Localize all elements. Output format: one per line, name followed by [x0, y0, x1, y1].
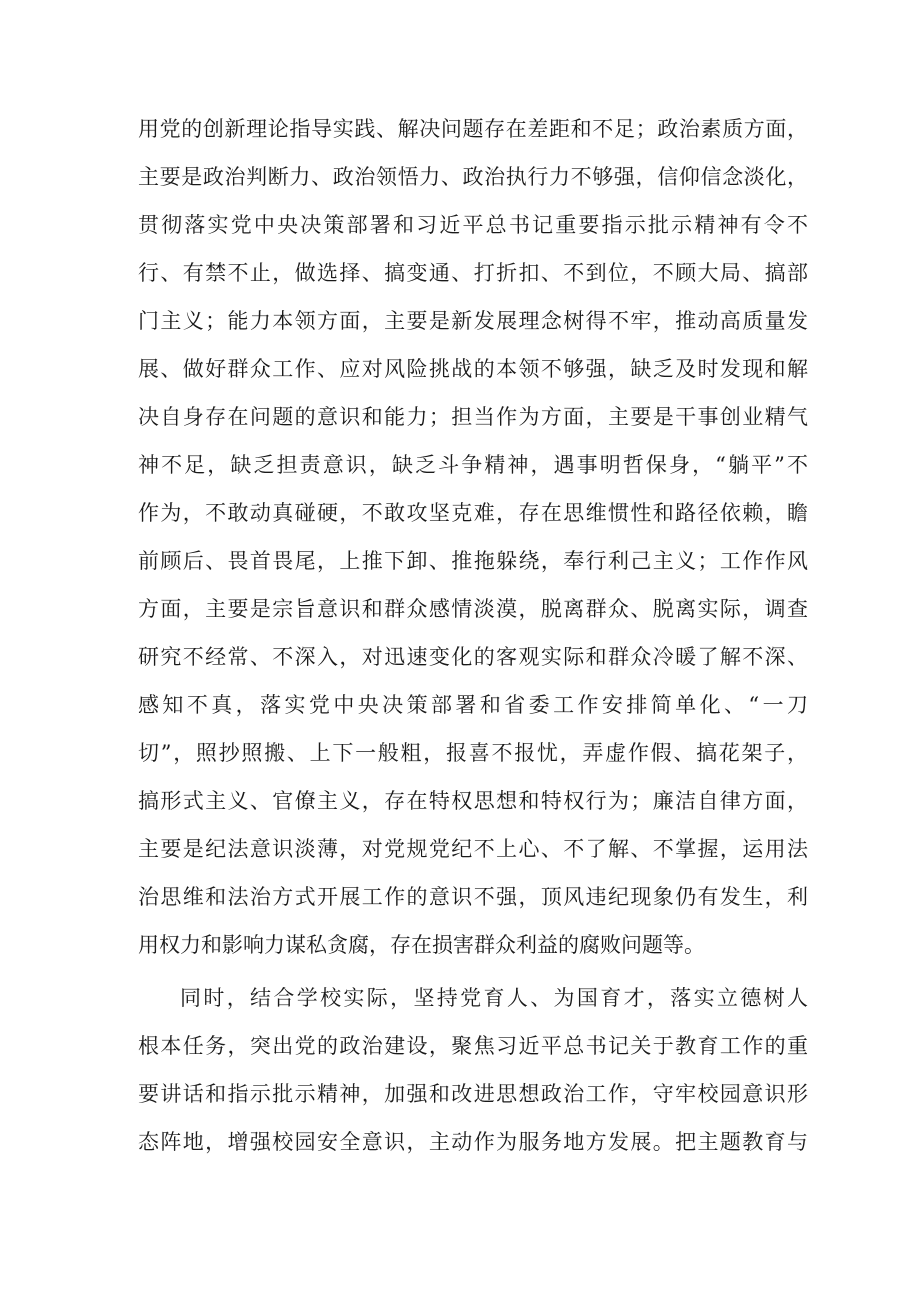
- text-line: 搞形式主义、官僚主义，存在特权思想和特权行为；廉洁自律方面，: [138, 789, 808, 813]
- text-line: 神不足，缺乏担责意识，缺乏斗争精神，遇事明哲保身，“躺平”不: [138, 453, 808, 477]
- text-line: 展、做好群众工作、应对风险挑战的本领不够强，缺乏及时发现和解: [138, 357, 808, 381]
- text-line: 主要是政治判断力、政治领悟力、政治执行力不够强，信仰信念淡化，: [138, 165, 808, 189]
- text-line: 感知不真，落实党中央决策部署和省委工作安排简单化、“一刀: [138, 693, 808, 717]
- text-line: 态阵地，增强校园安全意识，主动作为服务地方发展。把主题教育与: [138, 1130, 808, 1154]
- text-line: 决自身存在问题的意识和能力；担当作为方面，主要是干事创业精气: [138, 405, 808, 429]
- text-line: 要讲话和指示批示精神，加强和改进思想政治工作，守牢校园意识形: [138, 1082, 808, 1106]
- document-body: [138, 105, 808, 1166]
- paragraph-1: [138, 105, 808, 969]
- text-line: 同时，结合学校实际，坚持党育人、为国育才，落实立德树人: [180, 986, 808, 1010]
- text-line: 贯彻落实党中央决策部署和习近平总书记重要指示批示精神有令不: [138, 213, 808, 237]
- text-line: 主要是纪法意识淡薄，对党规党纪不上心、不了解、不掌握，运用法: [138, 837, 808, 861]
- text-line: 用权力和影响力谋私贪腐，存在损害群众利益的腐败问题等。: [138, 933, 705, 957]
- text-line: 作为，不敢动真碰硬，不敢攻坚克难，存在思维惯性和路径依赖，瞻: [138, 501, 808, 525]
- text-line: 切”，照抄照搬、上下一般粗，报喜不报忧，弄虚作假、搞花架子，: [138, 741, 808, 765]
- text-line: 用党的创新理论指导实践、解决问题存在差距和不足；政治素质方面，: [138, 117, 808, 141]
- text-line: 治思维和法治方式开展工作的意识不强，顶风违纪现象仍有发生，利: [138, 885, 808, 909]
- text-line: 方面，主要是宗旨意识和群众感情淡漠，脱离群众、脱离实际，调查: [138, 597, 808, 621]
- text-line: 根本任务，突出党的政治建设，聚焦习近平总书记关于教育工作的重: [138, 1034, 808, 1058]
- paragraph-2: [138, 974, 808, 1166]
- text-line: 前顾后、畏首畏尾，上推下卸、推拖躲绕，奉行利己主义；工作作风: [138, 549, 808, 573]
- text-line: 研究不经常、不深入，对迅速变化的客观实际和群众冷暖了解不深、: [138, 645, 808, 669]
- text-line: 门主义；能力本领方面，主要是新发展理念树得不牢，推动高质量发: [138, 309, 808, 333]
- text-line: 行、有禁不止，做选择、搞变通、打折扣、不到位，不顾大局、搞部: [138, 261, 808, 285]
